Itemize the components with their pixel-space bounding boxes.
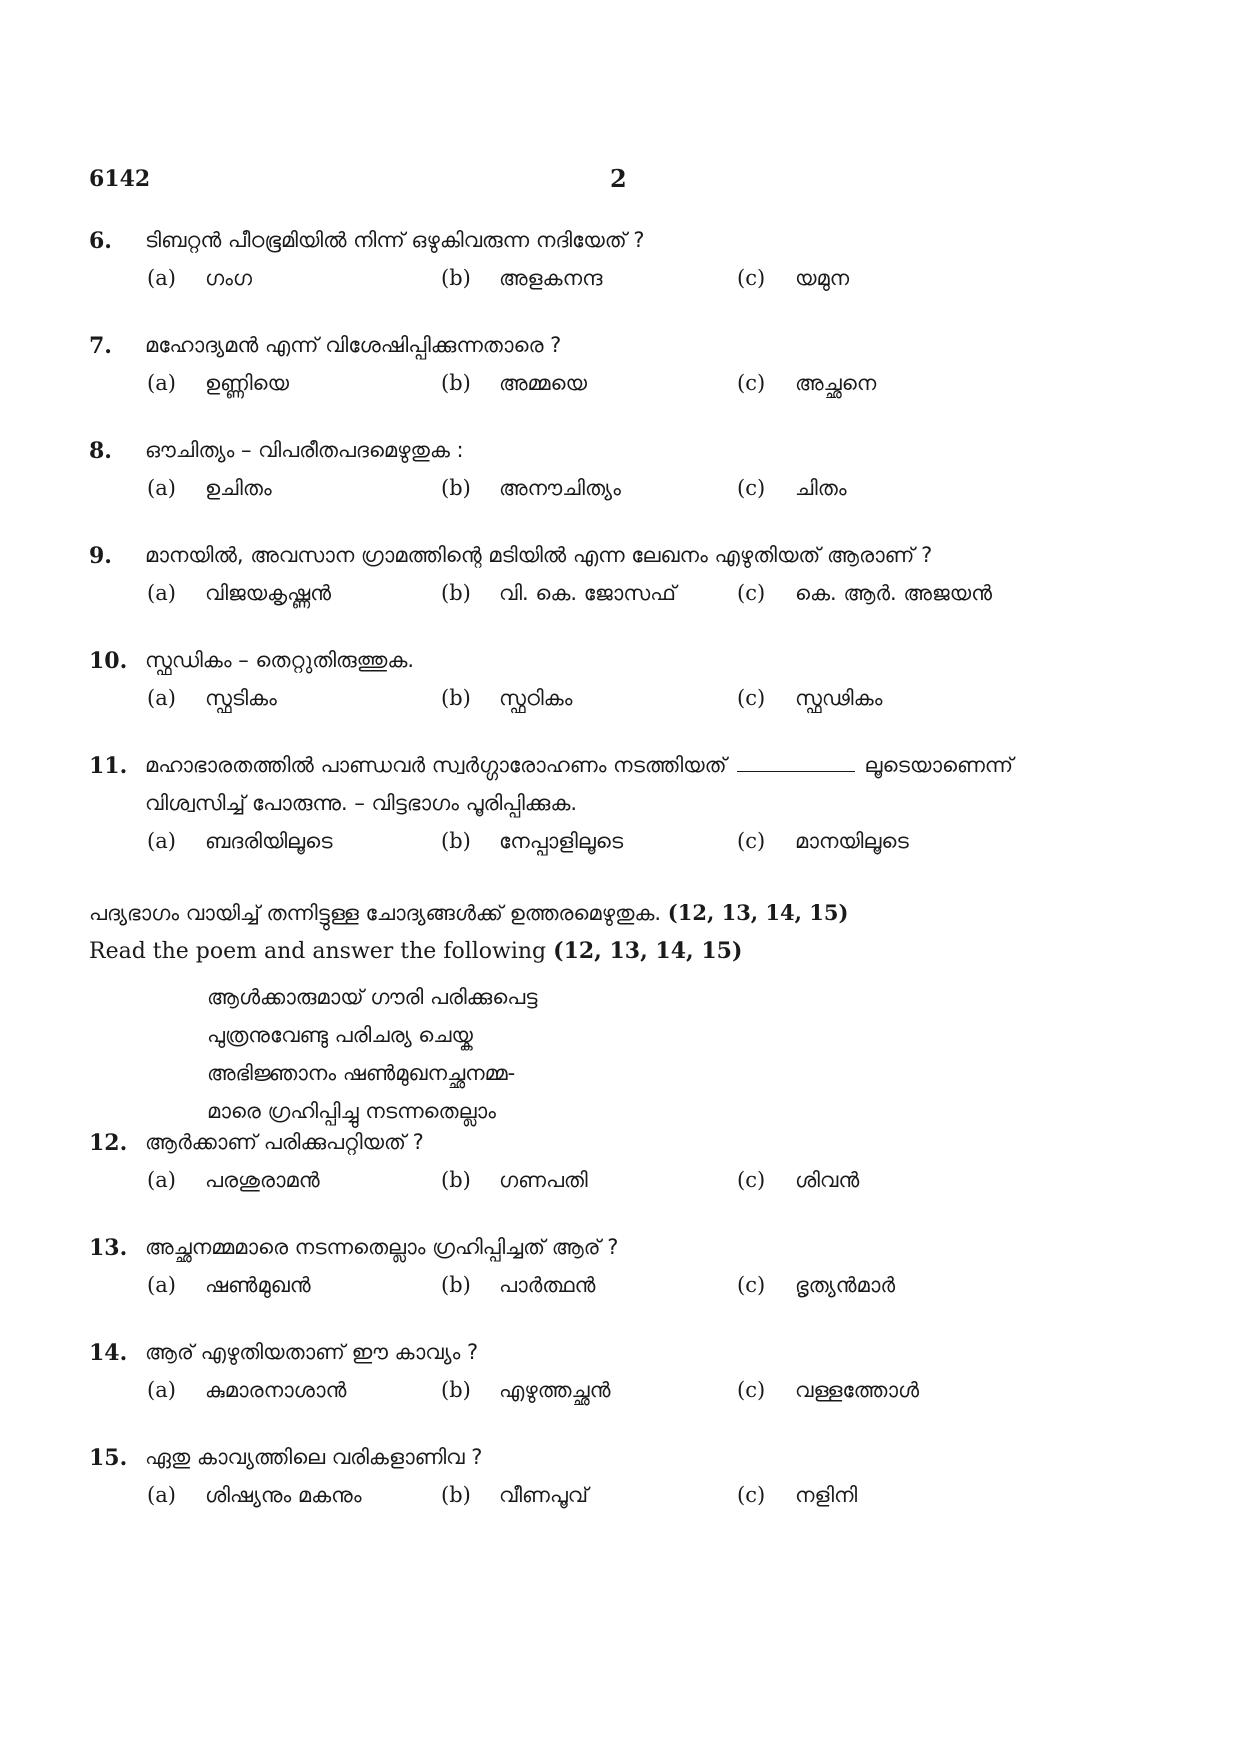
- poem-excerpt: [207, 978, 538, 1130]
- question-number: 14.: [89, 1340, 128, 1366]
- question-text: ആര് എഴുതിയതാണ് ഈ കാവ്യം ?: [145, 1340, 479, 1364]
- question-number: 15.: [89, 1445, 128, 1471]
- question-text: മാനയിൽ, അവസാന ഗ്രാമത്തിന്റെ മടിയിൽ എന്ന ലേഖനം എഴുതിയത് ആരാണ് ?: [145, 543, 933, 567]
- exam-page: 6142 2 6. ടിബറ്റൻ പീഠഭൂമിയിൽ നിന്ന് ഒഴുകിവരുന്ന നദിയേത് ? (a) ഗംഗ (b) അളകനന്ദ (c) യമുന 7. മഹോദ്യമൻ എന്ന് വിശേഷിപ്പിക്കുന്നതാരെ ? (a) ഉണ്ണിയെ (b) അമ്മയെ (c) അച്ഛനെ 8. ഔചിത്യം – വിപരീതപദമെഴുതുക : (a) ഉചിതം (b) അനൗചിത്യം (c) ചിതം 9. മാനയിൽ, അവസാന ഗ്രാമത്തിന്റെ മടിയിൽ എന്ന ലേഖനം എഴുതിയത് ആരാണ് ? (a) വിജയകൃഷ്ണൻ (b) വി. കെ. ജോസഫ് (c) കെ. ആർ. അജയൻ 10. സ്ഫഡികം – തെറ്റുതിരുത്തുക. (a) സ്ഫടികം (b) സ്ഫഠികം (c) സ്ഫഢികം 11. മഹാഭാരതത്തിൽ പാണ്ഡവർ സ്വർഗ്ഗാരോഹണം നടത്തിയത് ലൂടെയാണെന്ന് വിശ്വസിച്ച് പോരുന്നു. – വിട്ടഭാഗം പൂരിപ്പിക്കുക. (a) ബദരിയിലൂടെ (b) നേപ്പാളിലൂടെ (c) മാനയിലൂടെ പദ്യഭാഗം വായിച്ച് തന്നിട്ടുള്ള ചോദ്യങ്ങൾക്ക് ഉത്തരമെഴുതുക. (12, 13, 14, 15) Read the poem and answer the following (12, 13, 14, 15) ആൾക്കാരുമായ് ഗൗരി പരിക്കുപെട്ട പുത്രനുവേണ്ടു പരിചര്യ ചെയ്ക അഭിജ്ഞാനം ഷൺമുഖനച്ഛനമ്മ- മാരെ ഗ്രഹിപ്പിച്ചു നടന്നതെല്ലാം 12. ആർക്കാണ് പരിക്കുപറ്റിയത് ? (a) പരശുരാമൻ (b) ഗണപതി (c) ശിവൻ 13. അച്ഛനമ്മമാരെ നടന്നതെല്ലാം ഗ്രഹിപ്പിച്ചത് ആര് ? (a) ഷൺമുഖൻ (b) പാർത്ഥൻ (c) ഭൃത്യൻമാർ 14. ആര് എഴുതിയതാണ് ഈ കാവ്യം ? (a) കുമാരനാശാൻ (b) എഴുത്തച്ഛൻ (c) വള്ളത്തോൾ 15. ഏതു കാവ്യത്തിലെ വരികളാണിവ ? (a) ശിഷ്യനും മകനും (b) വീണപൂവ് (c) നളിനി: [89, 164, 1014, 1507]
- question-text: മഹാഭാരതത്തിൽ പാണ്ഡവർ സ്വർഗ്ഗാരോഹണം നടത്തിയത് ലൂടെയാണെന്ന്: [145, 753, 1014, 777]
- instruction-malayalam: പദ്യഭാഗം വായിച്ച് തന്നിട്ടുള്ള ചോദ്യങ്ങൾക്ക് ഉത്തരമെഴുതുക. (12, 13, 14, 15): [89, 900, 849, 925]
- question-number: 9.: [89, 543, 112, 569]
- paper-code: 6142: [89, 166, 151, 192]
- question-number: 10.: [89, 648, 128, 674]
- question-text: ആർക്കാണ് പരിക്കുപറ്റിയത് ?: [145, 1130, 424, 1154]
- poem-line: മാരെ ഗ്രഹിപ്പിച്ചു നടന്നതെല്ലാം: [207, 1099, 496, 1123]
- poem-line: അഭിജ്ഞാനം ഷൺമുഖനച്ഛനമ്മ-: [207, 1061, 516, 1085]
- question-number: 13.: [89, 1235, 128, 1261]
- page-number: 2: [610, 164, 627, 193]
- question-range: (12, 13, 14, 15): [553, 938, 743, 964]
- fill-in-blank: [737, 771, 855, 772]
- question-text: അച്ഛനമ്മമാരെ നടന്നതെല്ലാം ഗ്രഹിപ്പിച്ചത് ആര് ?: [145, 1235, 619, 1259]
- question-range: (12, 13, 14, 15): [667, 900, 849, 925]
- instruction-english: Read the poem and answer the following (12, 13, 14, 15): [89, 938, 743, 964]
- question-text-continued: വിശ്വസിച്ച് പോരുന്നു. – വിട്ടഭാഗം പൂരിപ്പിക്കുക.: [145, 791, 578, 815]
- question-number: 7.: [89, 333, 112, 359]
- question-text: സ്ഫഡികം – തെറ്റുതിരുത്തുക.: [145, 648, 415, 672]
- poem-line: പുത്രനുവേണ്ടു പരിചര്യ ചെയ്ക: [207, 1023, 473, 1047]
- question-number: 11.: [89, 753, 128, 779]
- question-text: മഹോദ്യമൻ എന്ന് വിശേഷിപ്പിക്കുന്നതാരെ ?: [145, 333, 562, 357]
- question-text: ഔചിത്യം – വിപരീതപദമെഴുതുക :: [145, 438, 464, 462]
- question-number: 8.: [89, 438, 112, 464]
- question-number: 6.: [89, 228, 112, 254]
- question-text: ടിബറ്റൻ പീഠഭൂമിയിൽ നിന്ന് ഒഴുകിവരുന്ന നദിയേത് ?: [145, 228, 645, 252]
- question-number: 12.: [89, 1130, 128, 1156]
- question-text: ഏതു കാവ്യത്തിലെ വരികളാണിവ ?: [145, 1445, 483, 1469]
- poem-line: ആൾക്കാരുമായ് ഗൗരി പരിക്കുപെട്ട: [207, 985, 538, 1009]
